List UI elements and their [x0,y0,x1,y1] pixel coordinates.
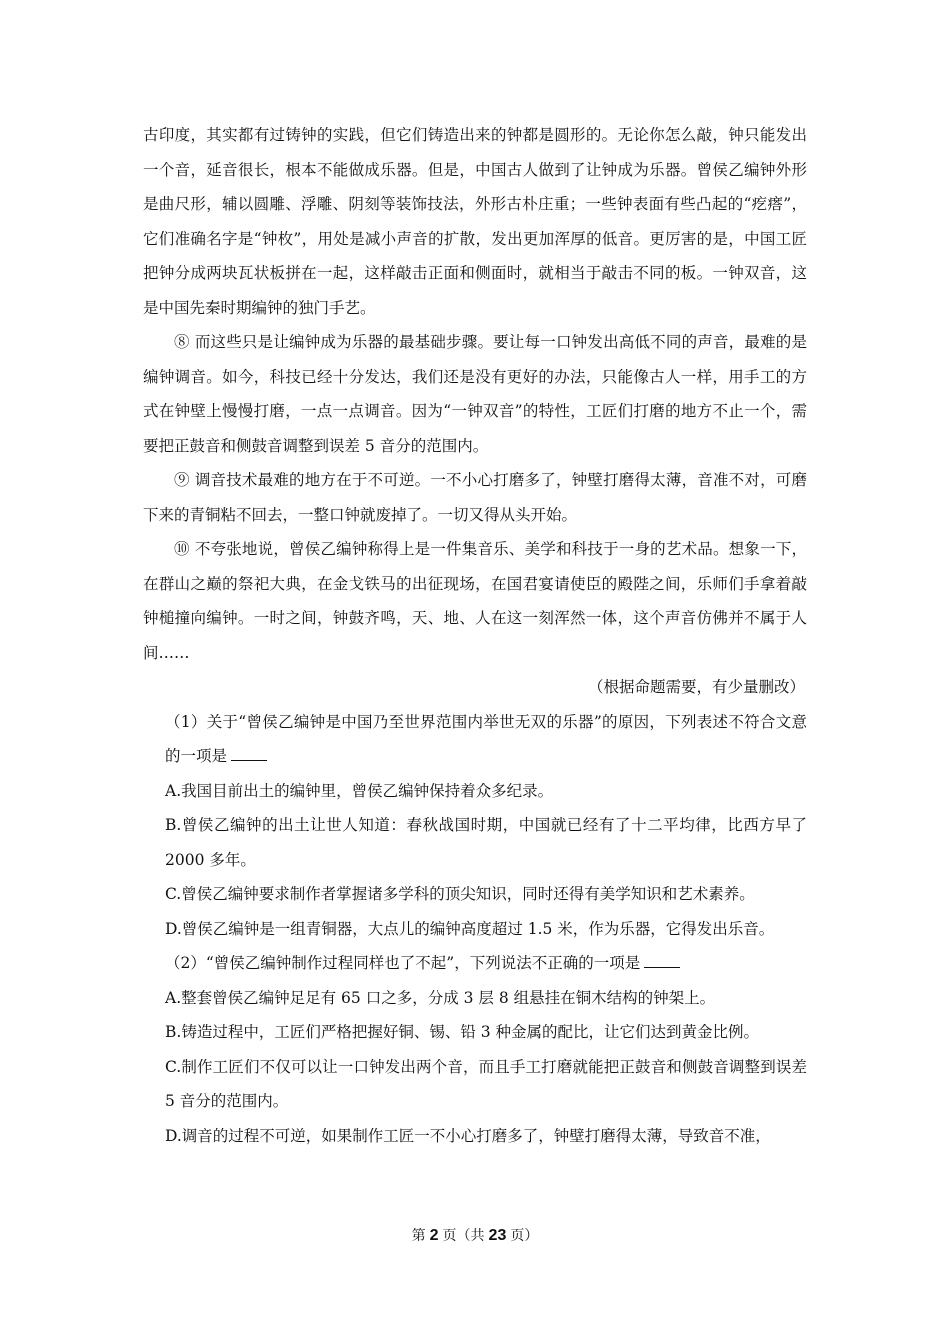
footer-page-number: 2 [429,1227,439,1244]
answer-blank-2[interactable] [644,952,680,969]
page-footer [0,1224,950,1248]
question-1-option-b: B.曾侯乙编钟的出土让世人知道：春秋战国时期，中国就已经有了十二平均律，比西方早了 2000 多年。 [165,816,807,869]
question-2-option-d: D.调音的过程不可逆，如果制作工匠一不小心打磨多了，钟壁打磨得太薄，导致音不准， [165,1126,771,1145]
question-2-option-c: C.制作工匠们不仅可以让一口钟发出两个音，而且手工打磨就能把正鼓音和侧鼓音调整到误差 5 音分的范围内。 [165,1057,807,1110]
footer-suffix: 页） [510,1228,539,1244]
page-content [143,118,807,1153]
question-1-option-d: D.曾侯乙编钟是一组青铜器，大点儿的编钟高度超过 1.5 米，作为乐器，它得发出乐音。 [165,919,775,938]
passage-paragraph-10: ⑩ 不夸张地说，曾侯乙编钟称得上是一件集音乐、美学和科技于一身的艺术品。想象一下，在群山之巅的祭祀大典，在金戈铁马的出征现场，在国君宴请使臣的殿陛之间，乐师们手拿着敲钟槌撞向编钟。一时之间，钟鼓齐鸣，天、地、人在这一刻浑然一体，这个声音仿佛并不属于人间…… [143,540,807,662]
footer-total-pages: 23 [488,1227,507,1244]
question-1-option-c: C.曾侯乙编钟要求制作者掌握诸多学科的顶尖知识，同时还得有美学知识和艺术素养。 [165,885,755,903]
question-1-stem [143,705,807,774]
question-1-text: （1）关于“曾侯乙编钟是中国乃至世界范围内举世无双的乐器”的原因，下列表述不符合文意的一项是 [165,712,807,765]
question-2-option-a: A.整套曾侯乙编钟足足有 65 口之多，分成 3 层 8 组悬挂在铜木结构的钟架上。 [165,988,716,1007]
footer-prefix: 第 [411,1228,426,1244]
question-2-stem [143,946,807,981]
question-1-option-a: A.我国目前出土的编钟里，曾侯乙编钟保持着众多纪录。 [165,781,554,800]
passage-paragraph-9: ⑨ 调音技术最难的地方在于不可逆。一不小心打磨多了，钟壁打磨得太薄，音准不对，可磨下来的青铜粘不回去，一整口钟就废掉了。一切又得从头开始。 [143,471,807,524]
answer-blank-1[interactable] [231,745,267,762]
passage-paragraph-7: 古印度，其实都有过铸钟的实践，但它们铸造出来的钟都是圆形的。无论你怎么敲，钟只能发出一个音，延音很长，根本不能做成乐器。但是，中国古人做到了让钟成为乐器。曾侯乙编钟外形是曲尺形，辅以圆雕、浮雕、阴刻等装饰技法，外形古朴庄重；一些钟表面有些凸起的“疙瘩”，它们准确名字是“钟枚”，用处是减小声音的扩散，发出更加浑厚的低音。更厉害的是，中国工匠把钟分成两块瓦状板拼在一起，这样敲击正面和侧面时，就相当于敲击不同的板。一钟双音，这是中国先秦时期编钟的独门手艺。 [143,126,807,317]
source-note: （根据命题需要，有少量删改） [587,678,805,696]
question-2-text: （2）“曾侯乙编钟制作过程同样也了不起”，下列说法不正确的一项是 [165,954,641,972]
passage-paragraph-8: ⑧ 而这些只是让编钟成为乐器的最基础步骤。要让每一口钟发出高低不同的声音，最难的是编钟调音。如今，科技已经十分发达，我们还是没有更好的办法，只能像古人一样，用手工的方式在钟壁上慢慢打磨，一点一点调音。因为“一钟双音”的特性，工匠们打磨的地方不止一个，需要把正鼓音和侧鼓音调整到误差 5 音分的范围内。 [143,333,807,455]
question-2-option-b: B.铸造过程中，工匠们严格把握好铜、锡、铅 3 种金属的配比，让它们达到黄金比例。 [165,1023,760,1041]
footer-middle: 页（共 [442,1228,485,1244]
